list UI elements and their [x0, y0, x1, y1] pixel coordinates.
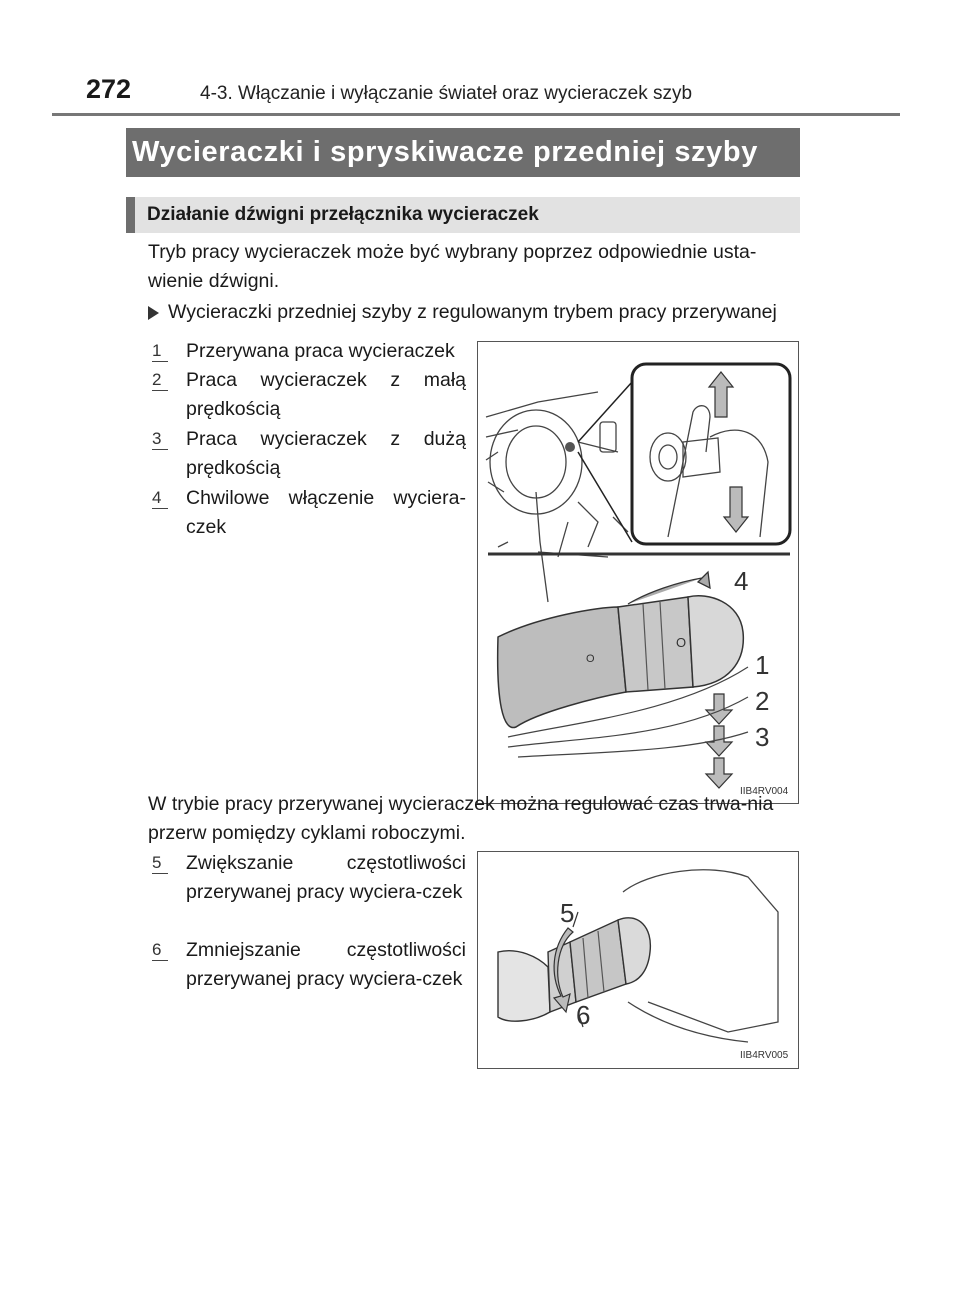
figure-code: IIB4RV005	[740, 1050, 789, 1061]
callout-5-label: 5	[560, 898, 575, 928]
inset-lines	[578, 382, 632, 542]
lever-ring	[498, 918, 650, 1021]
list-item	[152, 484, 466, 542]
item-number: 1	[152, 341, 168, 362]
page-title	[126, 128, 800, 177]
lever-position-dot	[565, 442, 575, 452]
subsection-title: Działanie dźwigni przełącznika wycieraczek	[147, 204, 539, 225]
wiper-lever	[498, 596, 744, 728]
callout-3-arrow-icon	[706, 758, 732, 788]
item-text: Zwiększanie częstotliwości przerywanej pracy wyciera-czek	[186, 852, 466, 903]
item-text: Zmniejszanie częstotliwości przerywanej pracy wyciera-czek	[186, 939, 466, 990]
header-rule	[52, 113, 900, 116]
callout-2-label: 2	[755, 686, 770, 716]
interval-paragraph: W trybie pracy przerywanej wycieraczek można regulować czas trwa-nia przerw pomiędzy cyklami roboczymi.	[148, 793, 774, 844]
page-number: 272	[86, 74, 132, 104]
list-item	[152, 425, 466, 483]
item-number: 2	[152, 370, 168, 391]
list-item	[152, 366, 466, 424]
figure-interval-adjust	[477, 851, 799, 1069]
triangle-bullet-icon	[148, 306, 159, 320]
svg-text:O: O	[676, 635, 687, 650]
item-text: Praca wycieraczek z dużą prędkością	[186, 428, 466, 479]
svg-text:O: O	[586, 653, 595, 665]
item-number: 4	[152, 488, 168, 509]
callout-1-label: 1	[755, 650, 770, 680]
bullet-text: Wycieraczki przedniej szyby z regulowanym trybem pracy przerywanej	[168, 301, 777, 323]
item-number: 3	[152, 429, 168, 450]
list-item	[152, 337, 466, 366]
list-item	[152, 936, 466, 994]
item-number: 6	[152, 940, 168, 961]
callout-4-label: 4	[734, 566, 749, 596]
item-text: Chwilowe włączenie wyciera-czek	[186, 487, 466, 538]
section-header: 4-3. Włączanie i wyłączanie świateł oraz wycieraczek szyb	[200, 83, 693, 104]
figure-code: IIB4RV004	[740, 786, 789, 797]
item-text: Przerywana praca wycieraczek	[186, 340, 455, 362]
subsection-heading	[126, 197, 800, 233]
bullet-line	[148, 301, 777, 324]
interval-ring-illustration	[478, 852, 797, 1067]
callout-6-label: 6	[576, 1000, 591, 1030]
intro-paragraph: Tryb pracy wycieraczek może być wybrany poprzez odpowiednie usta-wienie dźwigni.	[148, 241, 757, 292]
list-item	[152, 849, 466, 907]
page-title-text: Wycieraczki i spryskiwacze przedniej szyby	[132, 136, 758, 168]
figure-wiper-lever-modes	[477, 341, 799, 804]
callout-1-arrow-icon	[706, 694, 732, 724]
dashboard-sketch	[486, 392, 628, 602]
callout-3-label: 3	[755, 722, 770, 752]
wiper-lever-illustration	[478, 342, 797, 802]
item-text: Praca wycieraczek z małą prędkością	[186, 369, 466, 420]
subsection-marker	[126, 197, 135, 233]
item-number: 5	[152, 853, 168, 874]
